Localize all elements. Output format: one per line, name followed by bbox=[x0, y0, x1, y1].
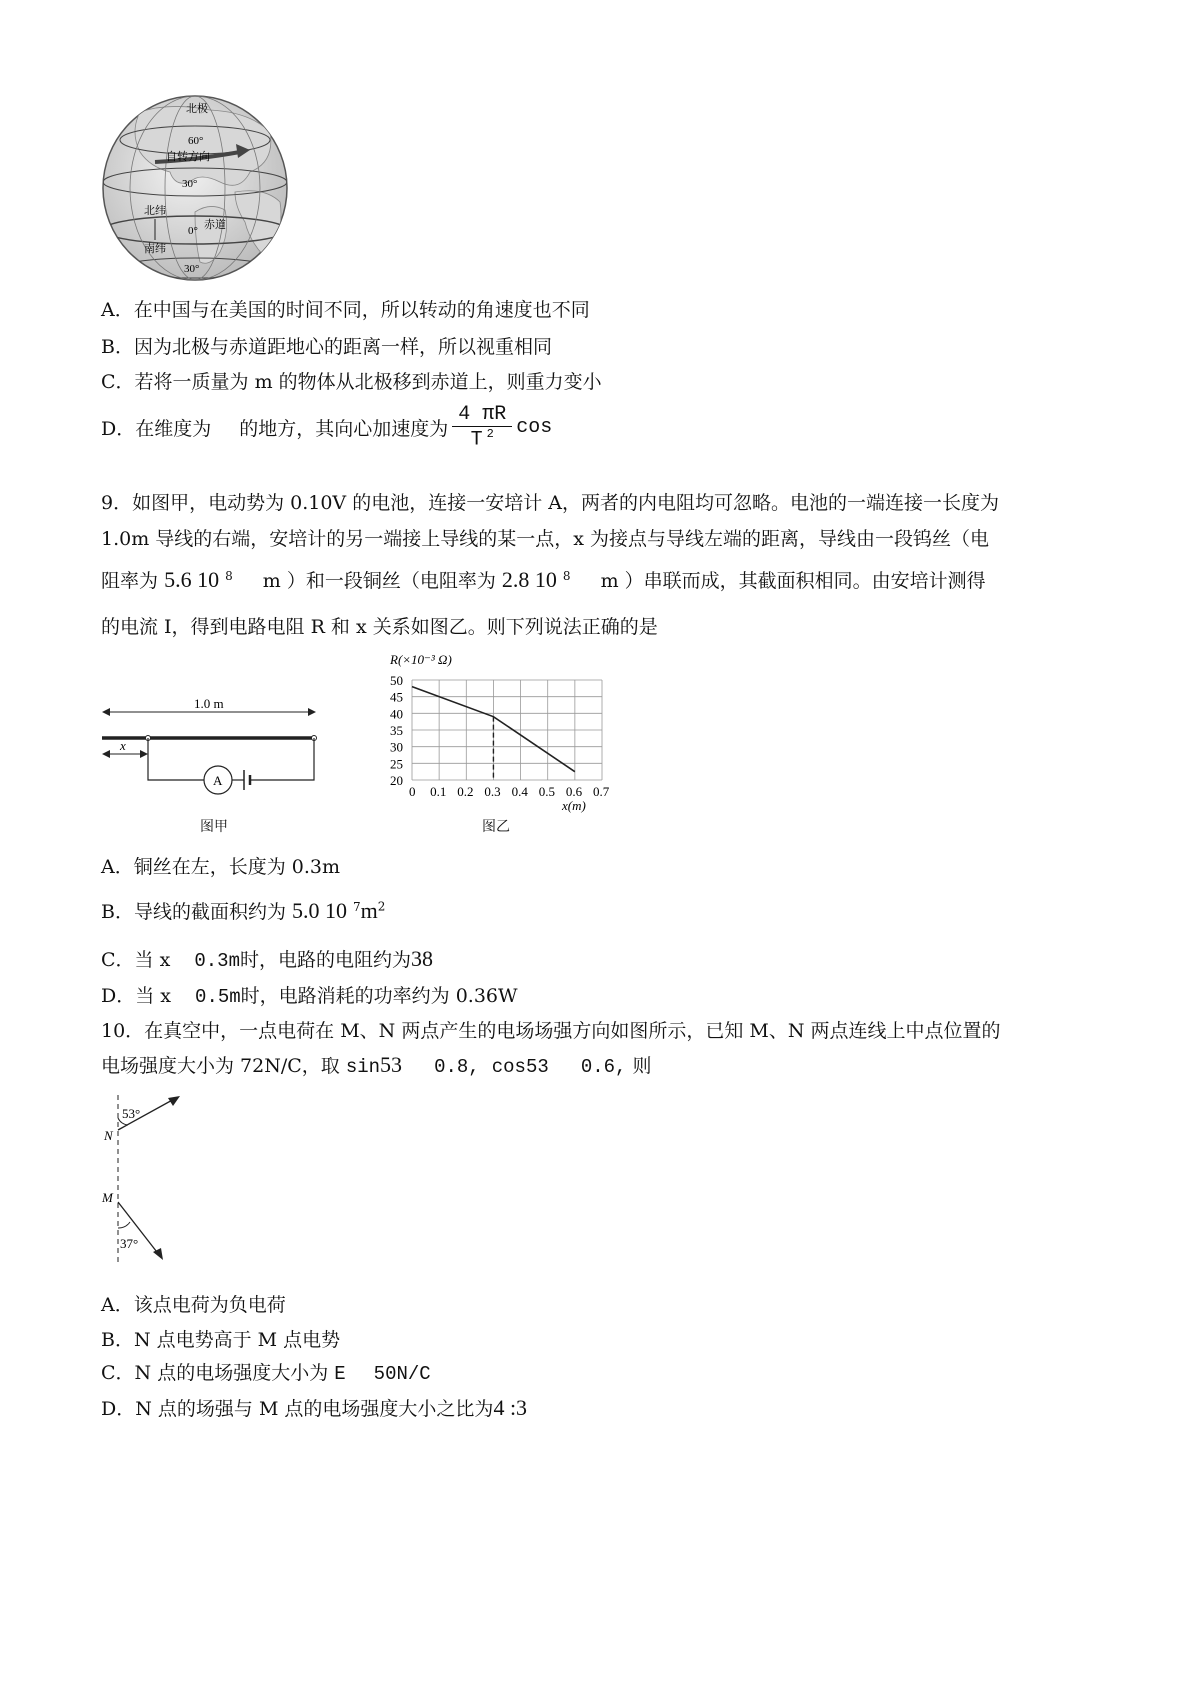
q10-option-b: B．N 点电势高于 M 点电势 bbox=[101, 1329, 341, 1351]
q9-line-2: 1.0m 导线的右端，安培计的另一端接上导线的某一点，x 为接点与导线左端的距离，导线由一段钨丝（电 bbox=[101, 528, 990, 550]
q9-option-d: D．当 x 0.5m时，电路消耗的功率约为 0.36W bbox=[101, 985, 518, 1008]
x-tick-label: 0.7 bbox=[593, 784, 610, 799]
centripetal-fraction: $\frac{4 \pi R}{T ^2}$ bbox=[452, 403, 512, 452]
q10-option-a: A．该点电荷为负电荷 bbox=[101, 1294, 286, 1316]
q9-option-b: B．导线的截面积约为 5.0 10 $^7m^2$ bbox=[101, 898, 386, 923]
globe-label-north-lat: 北纬 bbox=[144, 205, 166, 217]
x-tick-label: 0.6 bbox=[565, 784, 583, 799]
globe-figure bbox=[100, 92, 290, 284]
y-tick-label: 35 bbox=[390, 723, 403, 738]
y-axis-label: R(×10⁻³ Ω) bbox=[390, 652, 452, 667]
y-tick-label: 25 bbox=[390, 756, 403, 772]
globe-label-30s: 30° bbox=[184, 263, 200, 275]
circuit-figure bbox=[98, 690, 328, 830]
q8-option-d: D． 在维度为 的地方，其向心加速度为 $\frac{4 \pi R}{T ^2}$ cos bbox=[101, 403, 553, 452]
caption-fig-a: 图甲 bbox=[200, 819, 228, 835]
field-figure bbox=[96, 1090, 216, 1270]
globe-label-north-pole: 北极 bbox=[186, 103, 208, 115]
q9-option-c: C．当 x 0.3m时，电路的电阻约为38 bbox=[101, 946, 433, 972]
y-tick-label: 50 bbox=[390, 673, 403, 688]
q10-option-d: D．N 点的场强与 M 点的电场强度大小之比为4 :3 bbox=[101, 1395, 528, 1420]
q9-line-3: 阻率为 5.6 10 $^8$ m ）和一段铜丝（电阻率为 2.8 10 $^8$ m ）串联而成，其截面积相同。由安培计测得 bbox=[101, 567, 986, 592]
x-tick-label: 0 bbox=[409, 784, 416, 799]
q8-option-c: C．若将一质量为 m 的物体从北极移到赤道上，则重力变小 bbox=[101, 371, 602, 393]
globe-label-0: 0° bbox=[188, 225, 198, 237]
y-tick-label: 30 bbox=[390, 739, 403, 755]
globe-label-south-lat: 南纬 bbox=[144, 243, 166, 255]
x-label: x bbox=[120, 738, 126, 753]
angle-m-label: 37° bbox=[120, 1236, 139, 1251]
point-m-label: M bbox=[102, 1190, 113, 1205]
x-tick-label: 0.1 bbox=[430, 784, 447, 799]
y-tick-label: 40 bbox=[390, 706, 403, 722]
globe-label-30n: 30° bbox=[182, 178, 198, 190]
x-tick-label: 0.2 bbox=[457, 784, 474, 799]
x-tick-label: 0.3 bbox=[484, 784, 501, 799]
globe-label-60: 60° bbox=[188, 135, 204, 147]
x-axis-label: x(m) bbox=[562, 798, 586, 813]
y-tick-label: 20 bbox=[390, 773, 403, 788]
q8-option-b: B．因为北极与赤道距地心的距离一样，所以视重相同 bbox=[101, 336, 552, 358]
q9-line-1: 9．如图甲，电动势为 0.10V 的电池，连接一安培计 A，两者的内电阻均可忽略。电池的一端连接一长度为 bbox=[101, 492, 999, 514]
r-x-chart bbox=[374, 648, 634, 818]
q9-line-4: 的电流 I，得到电路电阻 R 和 x 关系如图乙。则下列说法正确的是 bbox=[101, 616, 658, 638]
point-n-label: N bbox=[104, 1128, 113, 1143]
caption-fig-b: 图乙 bbox=[482, 819, 510, 835]
q8-option-a: A．在中国与在美国的时间不同，所以转动的角速度也不同 bbox=[101, 299, 590, 321]
q10-line-2: 电场强度大小为 72N/C，取 sin53 0.8, cos53 0.6, 则 bbox=[101, 1052, 652, 1078]
y-tick-label: 45 bbox=[390, 689, 403, 705]
globe-label-rotation: 自转方向 bbox=[166, 151, 210, 163]
globe-label-equator: 赤道 bbox=[204, 219, 226, 231]
q10-option-c: C．N 点的电场强度大小为 E 50N/C bbox=[101, 1362, 431, 1385]
q10-line-1: 10．在真空中，一点电荷在 M、N 两点产生的电场场强方向如图所示，已知 M、N 两点连线上中点位置的 bbox=[101, 1020, 1001, 1042]
x-tick-label: 0.4 bbox=[511, 784, 528, 799]
ammeter-label: A bbox=[213, 773, 223, 788]
angle-n-label: 53° bbox=[122, 1106, 141, 1121]
length-label: 1.0 m bbox=[194, 696, 224, 711]
x-tick-label: 0.5 bbox=[538, 784, 555, 799]
q9-option-a: A．铜丝在左，长度为 0.3m bbox=[101, 856, 341, 878]
